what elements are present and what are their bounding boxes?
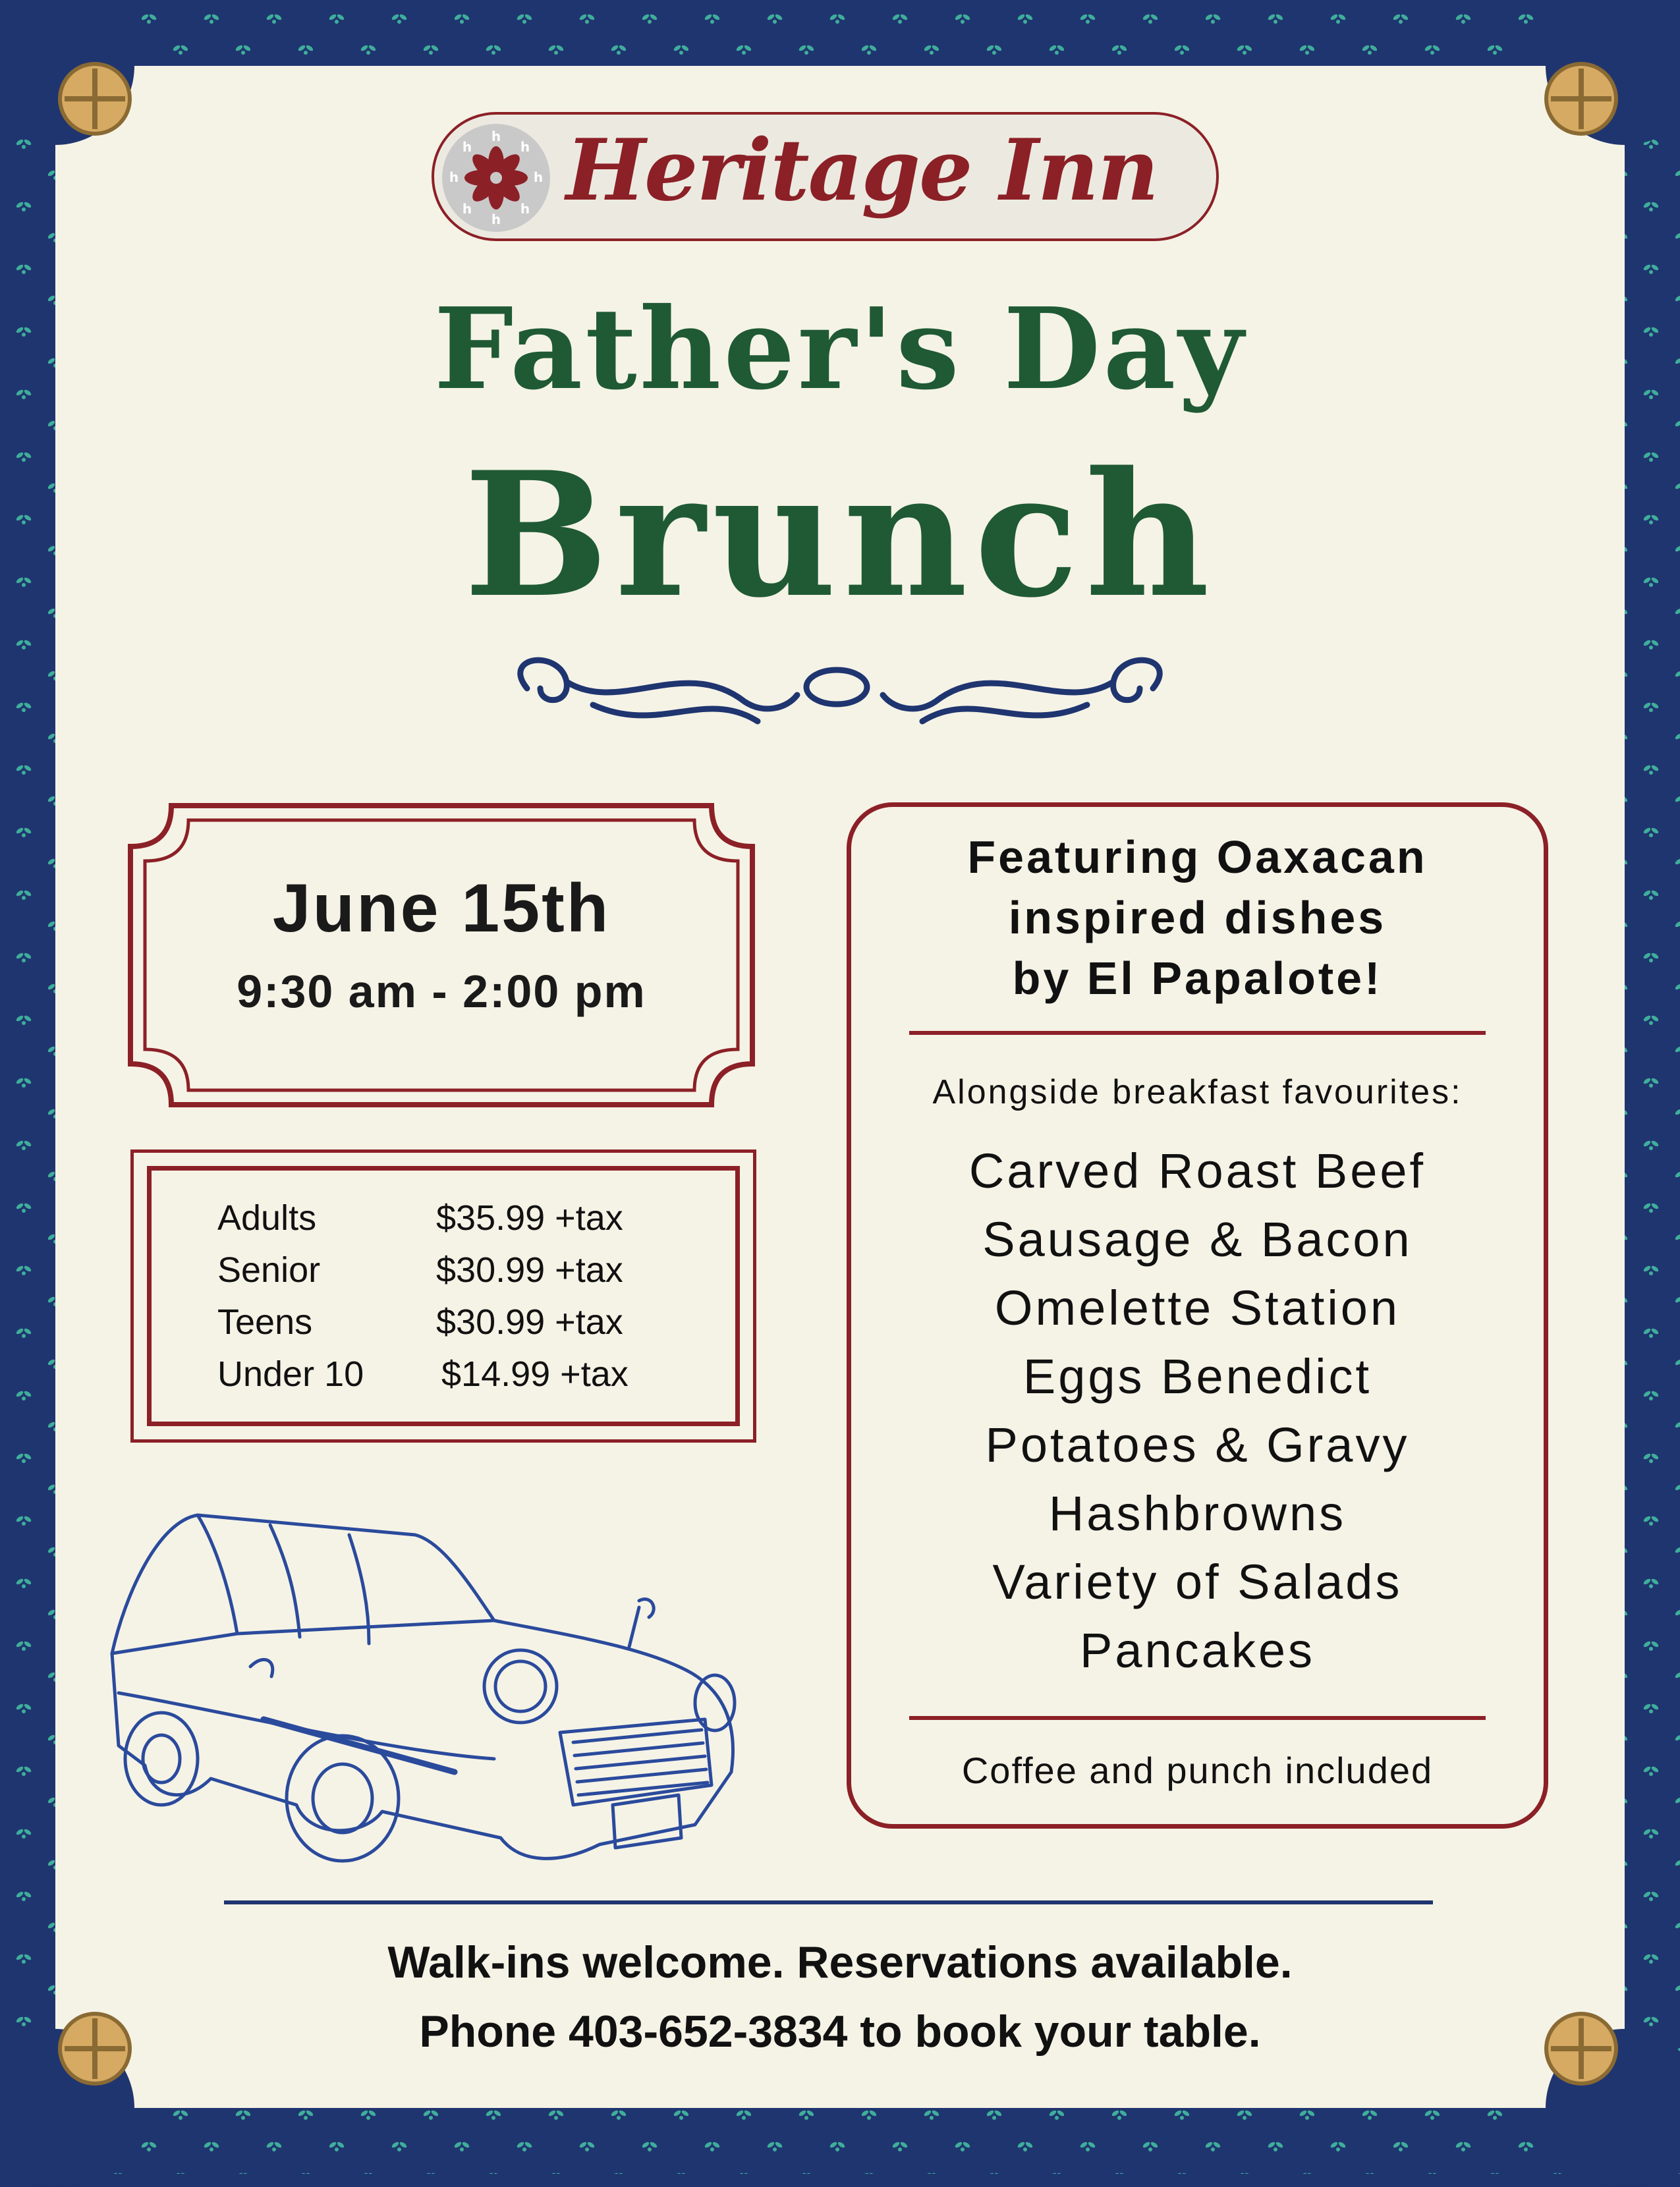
svg-text:h: h — [462, 201, 472, 217]
svg-text:h: h — [462, 139, 472, 155]
price-row — [217, 1198, 744, 1250]
feature-line: Featuring Oaxacan — [967, 831, 1428, 883]
menu-footer: Coffee and punch included — [961, 1750, 1434, 1791]
price-row — [217, 1302, 744, 1354]
price-row — [217, 1250, 744, 1302]
svg-text:h: h — [533, 169, 544, 185]
price-value: $30.99 +tax — [436, 1302, 623, 1342]
menu-intro: Alongside breakfast favourites: — [932, 1073, 1463, 1111]
price-label: Teens — [217, 1302, 313, 1342]
menu-item: Eggs Benedict — [1022, 1349, 1372, 1404]
svg-text:h: h — [449, 169, 459, 185]
logo-wordmark: Heritage Inn — [566, 121, 1158, 220]
menu-item: Sausage & Bacon — [982, 1212, 1413, 1267]
menu-item: Variety of Salads — [992, 1555, 1403, 1609]
date-frame — [125, 800, 758, 1110]
svg-text:h: h — [520, 139, 530, 155]
logo-badge — [442, 124, 550, 232]
heritage-inn-logo — [432, 112, 1219, 241]
feature-line: inspired dishes — [1008, 892, 1387, 943]
medallion-icon — [1543, 61, 1619, 137]
flourish-icon — [488, 642, 1192, 734]
footer-divider — [224, 1900, 1433, 1904]
svg-text:h: h — [491, 211, 501, 227]
price-value: $14.99 +tax — [441, 1354, 629, 1394]
menu-divider — [909, 1716, 1486, 1720]
price-label: Senior — [217, 1250, 321, 1290]
price-value: $30.99 +tax — [436, 1250, 623, 1290]
svg-text:h: h — [520, 201, 530, 217]
footer-line-2: Phone 403-652-3834 to book your table. — [419, 2007, 1261, 2057]
price-row — [217, 1354, 744, 1406]
feature-line: by El Papalote! — [1012, 953, 1383, 1004]
menu-item: Potatoes & Gravy — [985, 1418, 1410, 1472]
title-line-1: Father's Day — [434, 283, 1246, 415]
event-time: 9:30 am - 2:00 pm — [237, 966, 646, 1017]
svg-text:h: h — [491, 128, 501, 144]
flower-logo-icon — [442, 124, 550, 232]
menu-item: Carved Roast Beef — [968, 1144, 1426, 1198]
menu-item: Omelette Station — [994, 1281, 1401, 1335]
menu-divider — [909, 1031, 1486, 1035]
feature-text — [847, 827, 1548, 1009]
title-line-2: Brunch — [463, 435, 1217, 636]
price-label: Adults — [217, 1198, 317, 1238]
menu-item: Pancakes — [1080, 1623, 1315, 1678]
price-value: $35.99 +tax — [436, 1198, 623, 1238]
vintage-car-icon — [99, 1495, 810, 1877]
price-label: Under 10 — [217, 1354, 364, 1394]
event-date: June 15th — [272, 870, 611, 947]
medallion-icon — [57, 61, 133, 137]
footer-line-1: Walk-ins welcome. Reservations available. — [387, 1937, 1293, 1987]
menu-item: Hashbrowns — [1048, 1486, 1347, 1541]
